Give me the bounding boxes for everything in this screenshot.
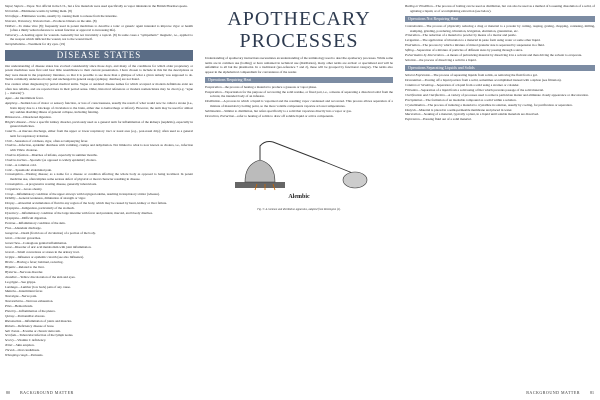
entry-term: Cold: [5, 162, 12, 167]
entry-term: Crystallization: [405, 102, 425, 107]
entry-term: Precipitation: [405, 97, 423, 102]
entry-definition: —An intermittent fever.: [11, 96, 44, 101]
entry-definition: —Hemorrhoids.: [11, 304, 34, 309]
disease-entry: [5, 226, 193, 231]
process-entry: [405, 112, 595, 117]
entry-definition: —Diarrhea of infants, especially in summer months.: [28, 152, 98, 157]
entry-definition: —Inflammatory condition of the large intestine with fever and purulent, mucoid, and bloody diarrhea.: [18, 211, 153, 216]
entry-definition: —refer to heating of solids to draw off soluble liquid or active components.: [234, 113, 334, 118]
center-column: [205, 4, 393, 386]
entry-term: Vermifuge: [5, 13, 19, 18]
glossary-entry: [5, 42, 193, 47]
entry-term: Grippe: [5, 255, 15, 260]
entry-definition: —Sporadic (as opposed to widely epidemic) cholera.: [26, 157, 97, 162]
entry-definition: —Soaking of a material, typically a plant, in a liquid until soluble materials are dissolved.: [420, 112, 539, 117]
process-entry: [405, 53, 595, 58]
right-column: [405, 4, 595, 386]
entry-term: Tetter: [5, 343, 13, 348]
entry-definition: —The formation of an insoluble compound as a solid within a solution.: [422, 97, 517, 102]
disease-intro: Our understanding of disease states has evolved considerably since those days, and many of the conditions for which older proprietary or potent medicines were first sold bear little resemblance to their current presentation. I have chosen to include in this list the descriptions as they were meant in the proprietary literature, so that it is possible to see more than a glimpse of what a given remedy was supposed to do. Terms commonly understood today and unchanged in general usage (epilepsy, diarrhea) are not listed.: [5, 63, 193, 82]
disease-entry: [5, 280, 193, 285]
disease-entry: [5, 289, 193, 294]
process-entry: [405, 78, 595, 83]
entry-definition: —Spasmodic abdominal pain.: [12, 167, 52, 172]
process-entry: [405, 43, 595, 48]
process-entry: [205, 99, 393, 108]
disease-entry: [5, 187, 193, 192]
entry-definition: —the process of dissolving a solid in a liquid.: [416, 57, 477, 62]
entry-term: Colation or Straining: [405, 83, 434, 88]
process-entry: [405, 24, 595, 33]
entry-term: Neuralgia: [5, 294, 19, 299]
entry-definition: —Now a specific kidney disorder, previously used as a general term for inflammation of the kidneys (nephritis), especially in general medicines.: [10, 119, 193, 129]
disease-entry: [5, 143, 193, 152]
entry-definition: —The process of physically reducing a drug or material to a powder by cutting, rasping, grating, chopping, contusing, milling, stamping, grinding, powdering, trituration, levigation, elutriation, granulation, etc.: [410, 24, 595, 33]
entry-definition: —Contagious genital inflammation.: [19, 240, 68, 245]
entry-term: Clarification and Clarifaction: [405, 92, 445, 97]
disease-entry: [5, 172, 193, 181]
entry-term: Cholera morbus: [5, 157, 27, 162]
entry-term: Hectic: [5, 260, 14, 265]
entry-definition: —the process of heating a material to produce a gaseous or vapor phase.: [221, 85, 317, 89]
entry-definition: —Having a fever; habitual, recurring.: [13, 260, 64, 265]
entry-term: Dyspepsia: [5, 216, 19, 221]
entry-definition: —Separation of a mixture of particles of different sizes by passing through a sieve.: [413, 48, 524, 53]
entry-definition: —Sudden loss of motor or sensory function, or loss of consciousness, usually the result of what would now be called a stroke (i.e., brain injury due to a blockage of circulation to the brain, either due to hemorrhage or infarct). However, the term may be used for almost any sudden disabling illness of general collapse, including fainting.: [10, 101, 193, 115]
entry-definition: —Wasting disease; as a name for a disease or condition affecting the whole body as opposed to being localized. In potent medicine use, often implies some serious defect of physical or moral character resulting in disease.: [10, 172, 193, 181]
entry-definition: —Indigestion, particularly of the stomach.: [18, 206, 75, 211]
glossary-entry: [5, 19, 193, 24]
entry-term: Cholera: [5, 143, 16, 148]
entry-definition: —Abnormal accumulation of fluid in any region of the body, which may be caused by heart, kidney or liver failure.: [14, 201, 168, 206]
disease-entry: [5, 309, 193, 314]
disease-entry: [5, 245, 193, 250]
disease-entry: [5, 319, 193, 324]
alembic-label: Alembic: [288, 194, 310, 201]
entry-definition: —Tubercular infection of the lymph nodes.: [16, 333, 74, 338]
section-heading-separating: Operations Separating Liquids and Solids: [405, 65, 595, 71]
entry-definition: —General weakness, diminution of strength or vigor.: [15, 196, 86, 201]
entry-definition: —Similar to distillation, but refers specifically to a solid that vaporizes directly into a vapor or gas.: [220, 108, 352, 113]
left-running-title: BACKGROUND MATTER: [20, 390, 74, 395]
process-entry: [405, 93, 595, 98]
disease-entry: [5, 101, 193, 115]
page-footer: [0, 389, 600, 397]
entry-definition: —Deficiency disease of bone.: [14, 323, 55, 328]
entry-term: Filtration: [405, 88, 418, 93]
entry-term: Vermicide: [5, 8, 19, 13]
entry-term: Scrofula: [5, 333, 17, 338]
process-entry: [405, 73, 595, 78]
entry-term: Jaundice: [5, 274, 17, 279]
processes-intro: Understanding of apothecary instructions necessitates an understanding of the terminology used to describe apothecary processes. While some terms are in common use (boiling) or have remained in technical use (distillation), many other terms are archaic or specialized and will be unfamiliar to all but the pharmacist. In a traditional (pre-reference 7 and 2), these will be grouped by functional category. The terms also appear in the alphabetical compendium for convenience of the reader.: [205, 56, 393, 74]
entry-definition: —Abundant discharge.: [11, 225, 42, 230]
entry-definition: —Gross obesity.: [20, 186, 43, 191]
process-entry: [205, 90, 393, 99]
entry-definition: —Eczema or chronic skin rash.: [19, 328, 61, 333]
no-heat-list: [405, 24, 595, 62]
entry-definition: —Separation of a liquid from a solid using a filter which prevents passage of the solid material.: [417, 88, 544, 93]
disease-entry: [5, 192, 193, 197]
entry-definition: —The application of trituration to a material in paste form using water or some other liquid.: [419, 38, 541, 43]
disease-entry: [5, 182, 193, 187]
disease-entry: [5, 304, 193, 309]
entry-definition: —Inflammatory condition of the upper airways with laryngeal edema, resulting in inspiratory stridor (wheeze).: [13, 191, 160, 196]
process-entry: [405, 83, 595, 88]
disease-entry: [5, 265, 193, 270]
entry-definition: —Vitamin C deficiency.: [13, 338, 47, 343]
entry-term: Trituration: [405, 33, 420, 38]
entry-term: Vesicant, Vesicatory, Vesicatorium: [5, 18, 51, 23]
entry-term: Vulnerary: [5, 32, 19, 37]
disease-entry: [5, 324, 193, 329]
disease-entry: [5, 241, 193, 246]
disease-entry: [5, 275, 193, 280]
entry-definition: —The process of separating liquids from solids, as removing the fluid from a gel.: [430, 73, 538, 78]
entry-definition: —A process in which a liquid is vaporized and the resulting vapor condensed and recovered. This process allows separation of a mixture of materials by boiling point, so the more volatile components vaporize at lower temperatures.: [210, 99, 393, 108]
entry-term: Dropsy: [5, 201, 15, 206]
entry-definition: —Disorder of uric acid metabolism with joint inflammation.: [11, 245, 92, 250]
entry-term: Quinsy: [5, 313, 15, 318]
disease-entry: [5, 221, 193, 226]
entry-term: Sifting: [405, 48, 414, 53]
heat-process-list: [205, 85, 393, 118]
entry-definition: —To make vitre (8); frequently used in potent medicines to describe a tonic or generic agent intended to improve vigor or health (often a thinly veiled reference to sexual function or approval to increasing life).: [10, 23, 193, 33]
entry-definition: —Skin eruption.: [12, 343, 35, 348]
entry-term: Consumption: [5, 172, 23, 177]
left-column: [5, 4, 193, 386]
glossary-entry: [5, 9, 193, 14]
alembic-figure: [205, 124, 393, 220]
disease-entry: [5, 260, 193, 265]
entry-term: Boiling or Ebullition: [405, 4, 433, 8]
entry-definition: —Nervous disorder.: [16, 269, 44, 274]
entry-term: Debility: [5, 196, 16, 201]
entry-definition: —See grippe.: [17, 279, 37, 284]
entry-definition: —The process by which a mixture of mixed granular size is separated by suspension in a fluid.: [419, 43, 545, 48]
figure-caption: Fig. 5: A common and distillation apparatus, adapted from Remington (2).: [257, 208, 341, 212]
entry-term: Gangrene: [5, 230, 19, 235]
entry-term: Dysentery: [5, 211, 19, 216]
entry-definition: —The reduction of a material to powder by means of a mortar and pestle.: [419, 33, 517, 38]
entry-term: Dialysis: [405, 107, 416, 112]
entry-definition: —Intermittent fever.: [15, 289, 43, 294]
entry-term: Decoction, Extraction: [205, 113, 235, 118]
process-entry: [405, 88, 595, 93]
entry-term: Croup: [5, 191, 14, 196]
therapeutic-terms-list: [5, 4, 193, 47]
entry-definition: —A healing agent for wounds. Generally but not invariably a topical. (8) In some cases a "sympathetic" magnetic, i.e., applied to the weapon which inflicted the wound, not to the wound itself.: [10, 32, 193, 42]
disease-entry: [5, 299, 193, 304]
disease-entry: [5, 168, 193, 173]
entry-term: Gout: [5, 245, 12, 250]
disease-intro-2: Use caution when diagnosing by period medical terms. Vague or outdated disease names for which accepted or modern definitions exist are often less reliable, and are reported here in their period sense. Older, historical references or modern nomenclature may be cited (e.g. "ague (→ malaria)").: [5, 82, 193, 96]
disease-entry: [5, 270, 193, 275]
entry-term: Xerophthalmia: [5, 42, 25, 47]
entry-term: Lumbago: [5, 284, 18, 289]
disease-entry: [5, 211, 193, 216]
entry-term: Solvent Expression: [405, 73, 431, 78]
entry-definition: —Related to the liver.: [15, 264, 45, 269]
entry-definition: —Vapor. Not official in the U.S., but a few materials were used specifically as vapor inhalants in the British Pharmacopoeia.: [23, 4, 188, 8]
disease-entry: [5, 158, 193, 163]
entry-definition: —Pressing fluid out of a solid material.: [419, 117, 472, 122]
glossary-entry: [5, 33, 193, 42]
entry-term: Rheumatism: [5, 318, 22, 323]
entry-term: Cholera infantum: [5, 152, 29, 157]
entry-definition: —Chronic gonorrhea.: [12, 235, 42, 240]
entry-term: Chill: [5, 138, 12, 143]
entry-definition: —A means of pulverizing material by dissolving it in a solvent and then driving the solvent to evaporate.: [443, 52, 583, 57]
disease-entry: [5, 216, 193, 221]
boiling-entry: [405, 4, 595, 13]
entry-definition: —Inflammation of joints and muscles.: [21, 318, 73, 323]
entry-definition: —Eliminates worms, usually by causing them to release from the intestine.: [18, 13, 118, 18]
entry-definition: —Influenza or epidemic catarrh (see also Influenza).: [14, 255, 85, 260]
separating-list: [405, 73, 595, 122]
entry-term: Malaria: [5, 289, 16, 294]
entry-term: Hepatic: [5, 264, 16, 269]
disease-entry: [5, 333, 193, 338]
disease-entry: [5, 343, 193, 348]
disease-list-continued: [5, 182, 193, 358]
disease-entry: [5, 201, 193, 206]
entry-definition: —A variety of processes used to remove particulate matter and eliminate cloudy appearance or discoloration.: [444, 92, 589, 97]
glossary-entry: [5, 24, 193, 33]
entry-definition: —Pertussis.: [27, 352, 44, 357]
disease-entry: [5, 285, 193, 290]
entry-term: Comminution: [405, 24, 423, 28]
entry-term: Evaporation: [205, 85, 222, 89]
process-entry: [405, 4, 595, 13]
entry-term: Dyspepsia: [5, 206, 19, 211]
entry-definition: —Produces blisters on the skin. (8): [50, 18, 97, 23]
page-title-line-1: APOTHECARY: [227, 8, 371, 30]
process-entry: [405, 38, 595, 43]
entry-term: Thrush: [5, 348, 15, 353]
entry-term: Pulverization by Intervention: [405, 52, 444, 57]
entry-term: Gravel: [5, 250, 15, 255]
entry-term: Apoplexy: [5, 101, 18, 106]
entry-term: Levigation: [405, 38, 420, 43]
entry-term: Gonorrhea: [5, 240, 20, 245]
entry-definition: —Disordered digestion.: [20, 114, 52, 119]
section-title-disease-states: DISEASE STATES: [5, 50, 193, 61]
entry-term: Whooping cough: [5, 352, 28, 357]
entry-term: Biliousness: [5, 114, 21, 119]
disease-entry: [5, 196, 193, 201]
glossary-entry: [5, 4, 193, 9]
entry-definition: —Nervous exhaustion.: [22, 299, 54, 304]
entry-term: Piles: [5, 304, 12, 309]
entry-term: Flux: [5, 225, 12, 230]
entry-definition: —Pouring off a liquid portion from a solid, sometimes accomplished instead with a siphon (see filtration).: [421, 78, 562, 83]
right-page-number: 81: [590, 390, 594, 395]
entry-definition: —The process of boiling can be used as distillation, but can also be used as a method of loosening dissolution of a solid, of agitating a liquid, or of accomplishing extraction (see below).: [410, 4, 595, 13]
entry-term: Maceration: [405, 112, 421, 117]
entry-definition: —Death (from loss of circulation) of a portion of the body.: [18, 230, 96, 235]
entry-definition: —Small concretions or stones in the urinary tract.: [14, 250, 80, 255]
entry-term: Decantation: [405, 78, 422, 83]
section-heading-heat: Operations Requiring Heat: [205, 77, 393, 83]
entry-term: Vapor, Vapors: [5, 4, 24, 8]
disease-entry: [5, 314, 193, 319]
entry-definition: —Oral candidiasis.: [14, 348, 40, 353]
entry-definition: —Sensation of coldness, rigor, often accompanying fever.: [11, 138, 89, 143]
entry-term: Vitiliser: [5, 23, 16, 28]
entry-term: Bright's disease: [5, 119, 27, 124]
disease-entry: [5, 153, 193, 158]
disease-entry: [5, 231, 193, 236]
entry-term: Expression: [405, 117, 420, 122]
process-entry: [405, 48, 595, 53]
entry-term: Ague: [5, 96, 12, 101]
entry-term: Evaporation: [205, 89, 222, 94]
entry-term: Solution: [405, 57, 416, 62]
entry-term: Catarrh: [5, 129, 16, 134]
right-running-title: BACKGROUND MATTER: [526, 390, 580, 395]
disease-entry: [5, 163, 193, 168]
entry-definition: —Lumbar (low back) pain of any cause.: [17, 284, 71, 289]
entry-term: Elutriation: [405, 43, 420, 48]
entry-term: La grippe: [5, 279, 18, 284]
disease-entry: [5, 250, 193, 255]
disease-entry: [5, 236, 193, 241]
entry-definition: —Material is placed in a semi-permeable membrane and placed in water.: [415, 107, 513, 112]
process-entry: [405, 117, 595, 122]
entry-definition: —Difficult digestion.: [18, 216, 48, 221]
entry-definition: —Yellow discoloration of the skin and eyes.: [16, 274, 76, 279]
entry-term: Scurvy: [5, 338, 14, 343]
entry-definition: —Eliminates worms by killing them. (8): [18, 8, 72, 13]
disease-entry: [5, 115, 193, 120]
disease-list: [5, 96, 193, 181]
entry-definition: —A common cold.: [11, 162, 37, 167]
entry-definition: —The process of inducing a material to crystallize in solution, usually by cooling, for purification or separation.: [424, 102, 573, 107]
disease-entry: [5, 329, 193, 334]
disease-entry: [5, 294, 193, 299]
process-entry: [405, 103, 595, 108]
entry-term: Salt rheum: [5, 328, 20, 333]
section-heading-no-heat: Operations Not Requiring Heat: [405, 16, 595, 22]
entry-definition: —Nerve pain.: [18, 294, 38, 299]
alembic-illustration: [205, 124, 393, 194]
page-title-line-2: PROCESSES: [239, 30, 359, 52]
entry-term: Pleurisy: [5, 308, 16, 313]
entry-term: Eczema: [5, 220, 16, 225]
entry-term: Gleet: [5, 235, 13, 240]
entry-term: Distillation: [205, 99, 221, 104]
entry-definition: —A progressive wasting disease, generally tuberculosis.: [22, 181, 98, 186]
entry-definition: —Infection, epidemic diarrheas with vomiting, cramps and dehydration. Not limited to what is now known as cholera, i.e., infection with Vibrio cholerae.: [10, 143, 193, 152]
disease-entry: [5, 206, 193, 211]
entry-term: Rickets: [5, 323, 15, 328]
process-entry: [205, 85, 393, 90]
process-entry: [205, 109, 393, 114]
disease-entry: [5, 120, 193, 129]
entry-definition: —Treatment for dry eyes. (19): [24, 42, 66, 47]
entry-term: Colic: [5, 167, 13, 172]
left-page-number: 80: [6, 390, 10, 395]
disease-entry: [5, 139, 193, 144]
entry-term: Sublimation: [205, 108, 221, 113]
process-entry: [205, 114, 393, 119]
entry-definition: —Vaporization for the purpose of recovering the solid residue, or fixed part, i.e., a means of separating a dissolved solid from the solvent, the intended body of an infusion.: [210, 89, 393, 99]
entry-definition: —Separation of a liquid from a solid using a strainer or colander.: [433, 83, 520, 88]
entry-definition: —Inflammation of the pleura.: [16, 308, 56, 313]
entry-term: Hysteria: [5, 269, 17, 274]
entry-term: Consumption: [5, 181, 23, 186]
process-entry: [405, 58, 595, 63]
process-entry: [405, 98, 595, 103]
entry-definition: —Inflammatory condition of the skin.: [15, 220, 66, 225]
entry-definition: —A mucous discharge, either from the upper or lower respiratory tract or nasal area (e.g., post-nasal drip); often used as a general term for respiratory irritation.: [10, 129, 193, 138]
disease-entry: [5, 338, 193, 343]
disease-entry: [5, 348, 193, 353]
entry-term: Neurasthenia: [5, 299, 23, 304]
glossary-entry: [5, 14, 193, 19]
process-entry: [405, 108, 595, 113]
disease-entry: [5, 353, 193, 358]
entry-definition: —Peritonsillar abscess.: [14, 313, 46, 318]
disease-entry: [5, 96, 193, 101]
entry-term: Corpulence: [5, 186, 21, 191]
disease-entry: [5, 255, 193, 260]
disease-entry: [5, 129, 193, 138]
process-entry: [405, 33, 595, 38]
